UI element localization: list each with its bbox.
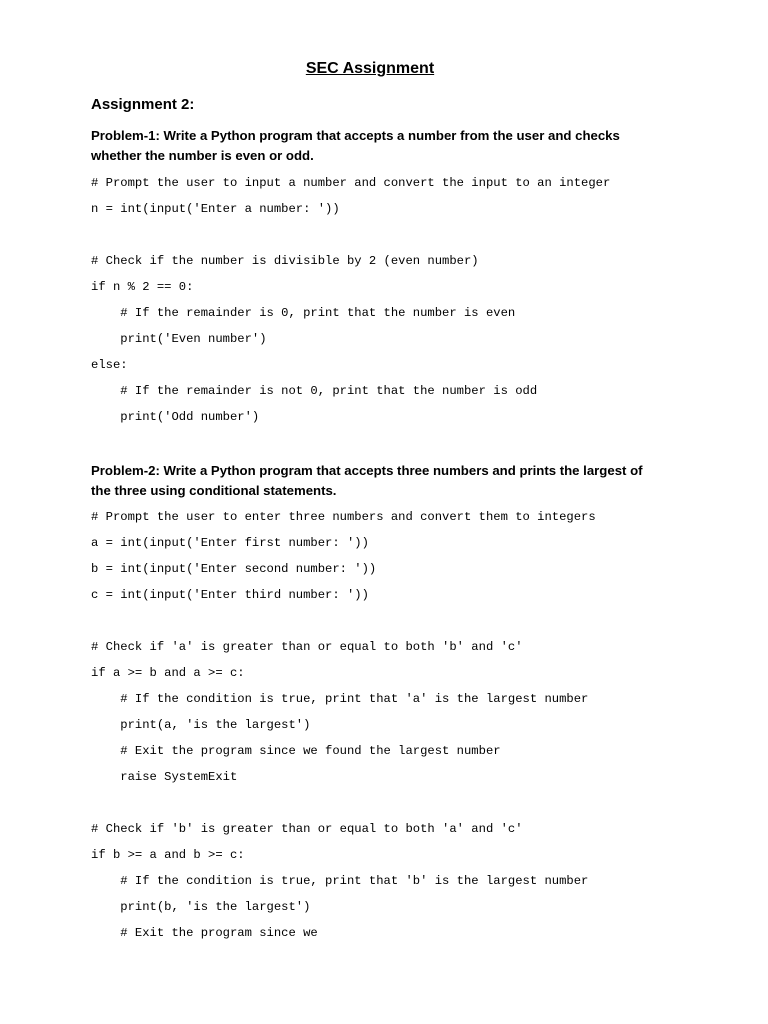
code-line: print(b, 'is the largest') — [91, 900, 311, 914]
code-line — [91, 790, 596, 816]
code-line: if n % 2 == 0: — [91, 280, 194, 294]
problem-2-statement: Problem-2: Write a Python program that accepts three numbers and prints the largest of the three using conditional statements. — [91, 463, 643, 498]
code-line: # If the remainder is 0, print that the number is even — [91, 306, 516, 320]
code-line: print(a, 'is the largest') — [91, 718, 311, 732]
code-line: # Prompt the user to enter three numbers and convert them to integers — [91, 510, 596, 524]
code-line: else: — [91, 358, 128, 372]
code-line: c = int(input('Enter third number: ')) — [91, 588, 369, 602]
code-line: a = int(input('Enter first number: ')) — [91, 536, 369, 550]
problem-1-statement: Problem-1: Write a Python program that accepts a number from the user and checks whether the number is even or odd. — [91, 128, 620, 163]
code-line — [91, 222, 610, 248]
code-line: if a >= b and a >= c: — [91, 666, 245, 680]
code-line: b = int(input('Enter second number: ')) — [91, 562, 377, 576]
code-line: # Check if 'a' is greater than or equal to both 'b' and 'c' — [91, 640, 523, 654]
problem-2-code — [91, 504, 596, 946]
code-line: print('Even number') — [91, 332, 267, 346]
assignment-heading: Assignment 2: — [91, 96, 195, 113]
code-line: # If the condition is true, print that 'a' is the largest number — [91, 692, 589, 706]
code-line: raise SystemExit — [91, 770, 238, 784]
code-line: # Check if the number is divisible by 2 (even number) — [91, 254, 479, 268]
code-line: # Prompt the user to input a number and convert the input to an integer — [91, 176, 611, 190]
document-title: SEC Assignment — [305, 60, 435, 77]
code-line: # If the remainder is not 0, print that the number is odd — [91, 384, 538, 398]
code-line: # Check if 'b' is greater than or equal to both 'a' and 'c' — [91, 822, 523, 836]
code-line: n = int(input('Enter a number: ')) — [91, 202, 340, 216]
code-line: # If the condition is true, print that 'b' is the largest number — [91, 874, 589, 888]
code-line — [91, 608, 596, 634]
code-line: # Exit the program since we — [91, 926, 318, 940]
problem-1-code — [91, 170, 610, 430]
code-line: if b >= a and b >= c: — [91, 848, 245, 862]
code-line: # Exit the program since we found the largest number — [91, 744, 501, 758]
code-line: print('Odd number') — [91, 410, 260, 424]
